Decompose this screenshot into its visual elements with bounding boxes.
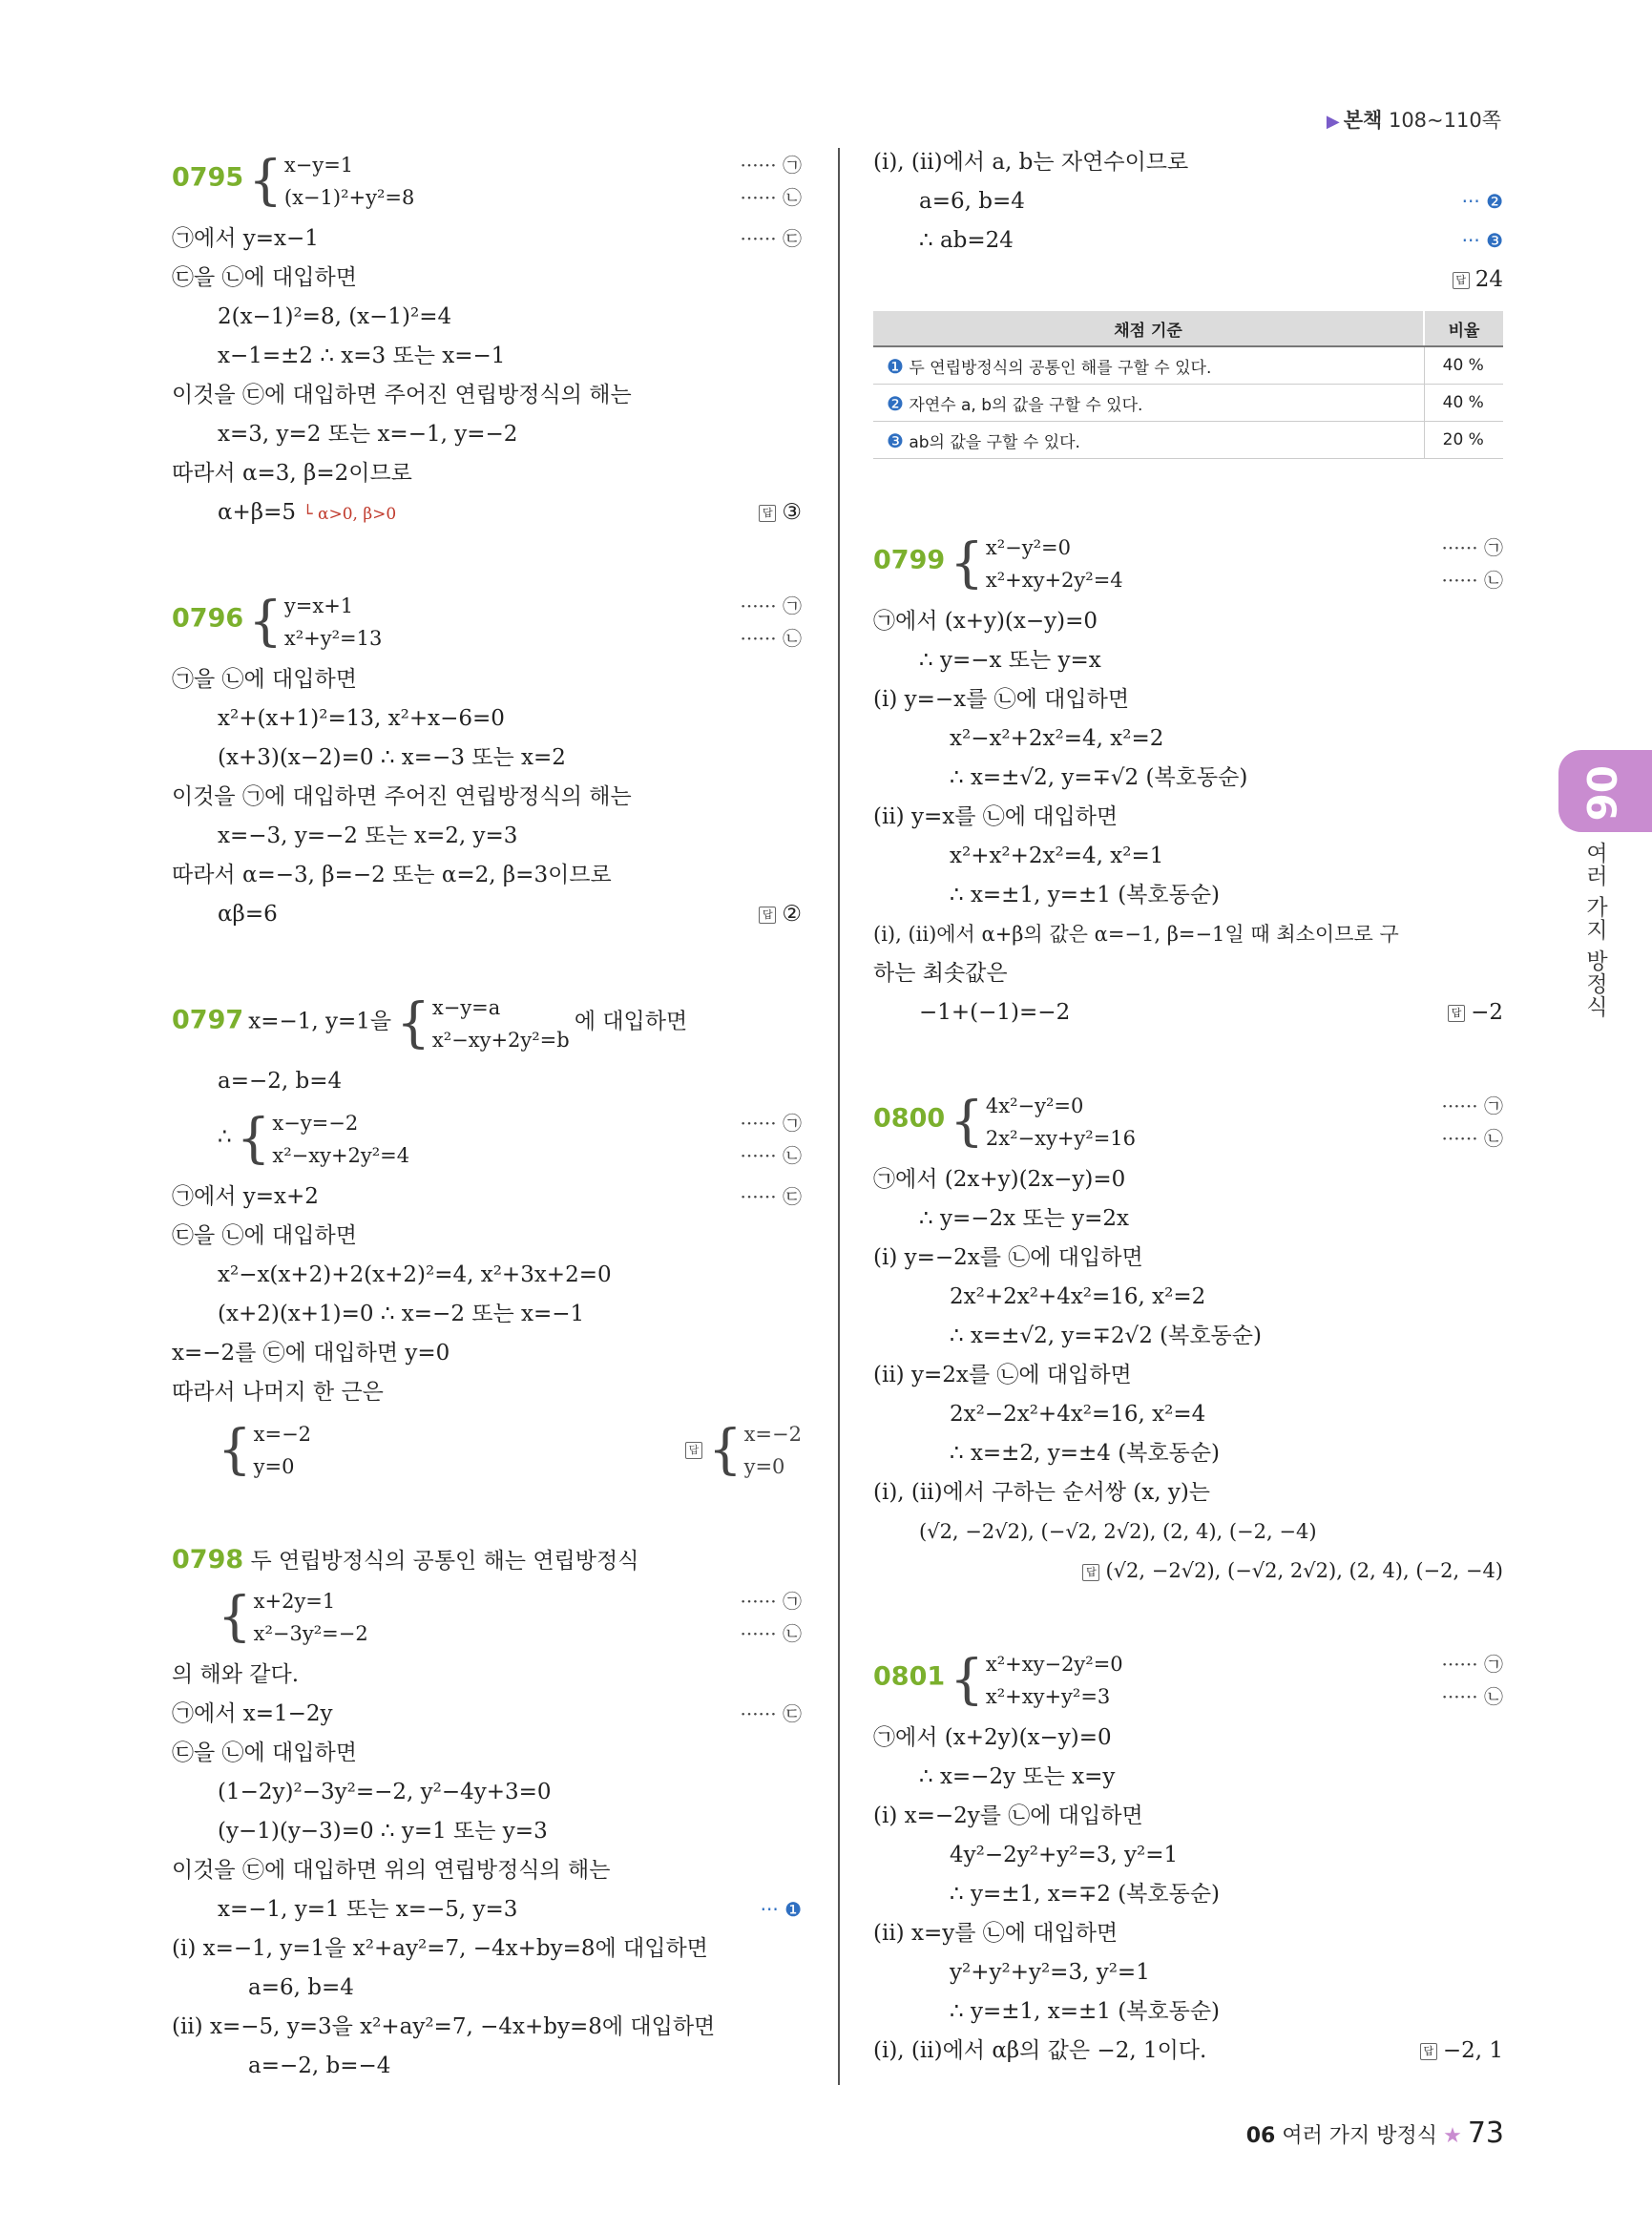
solution-line: (ⅰ), (ⅱ)에서 구하는 순서쌍 (x, y)는	[873, 1480, 1211, 1505]
criteria-text: 자연수 a, b의 값을 구할 수 있다.	[909, 395, 1143, 415]
equation-mark: ······ ㉠	[740, 594, 802, 617]
solution-line: 이것을 ㉢에 대입하면 주어진 연립방정식의 해는	[172, 383, 632, 407]
table-row	[873, 385, 1503, 422]
equation-system: { x=−2 y=0	[218, 1419, 312, 1481]
equation-mark: ······ ㉠	[740, 154, 802, 177]
solution-line: (ⅰ), (ⅱ)에서 αβ의 값은 −2, 1이다.	[873, 2038, 1207, 2063]
equation: x=−2	[253, 1423, 312, 1446]
answer-icon: 답	[1420, 2043, 1437, 2060]
equation: x−y=−2	[272, 1112, 359, 1135]
problem-number: 0795	[172, 162, 244, 193]
ratio-value: 20 %	[1424, 422, 1503, 459]
solution-line: 따라서 나머지 한 근은	[172, 1380, 384, 1405]
solution-line: α+β=5	[218, 500, 297, 525]
solution-line: (√2, −2√2), (−√2, 2√2), (2, 4), (−2, −4)	[919, 1520, 1317, 1543]
solution-line: ㉠에서 (x+y)(x−y)=0	[873, 609, 1098, 634]
criteria-text: 두 연립방정식의 공통인 해를 구할 수 있다.	[909, 358, 1212, 378]
answer-icon: 답	[759, 907, 776, 924]
equation-mark: ······ ㉡	[740, 1144, 802, 1167]
equation-mark: ······ ㉡	[1441, 569, 1503, 592]
solution-line: 따라서 α=3, β=2이므로	[172, 461, 412, 486]
equation: x²−xy+2y²=4	[272, 1144, 410, 1167]
solution-line: (ⅱ) x=−5, y=3을 x²+ay²=7, −4x+by=8에 대입하면	[172, 2014, 716, 2039]
solution-line: ∴ x=±√2, y=∓√2 (복호동순)	[950, 765, 1248, 790]
problem-number: 0800	[873, 1103, 946, 1134]
table-row	[873, 422, 1503, 459]
answer-icon: 답	[759, 505, 776, 522]
equation-system: { x²−y²=0 x²+xy+2y²=4	[950, 532, 1123, 594]
equation-mark: ······ ㉠	[740, 1112, 802, 1135]
remaining-root: { x=−2 y=0 답 { x=−2 y=0	[218, 1419, 802, 1481]
equation-mark: ······ ㉡	[1441, 1685, 1503, 1708]
equation: 4x²−y²=0	[985, 1095, 1084, 1117]
solution-line: ㉠에서 (2x+y)(2x−y)=0	[873, 1167, 1126, 1192]
solution-line: ㉠에서 (x+2y)(x−y)=0	[873, 1725, 1112, 1750]
solution-line: ㉠에서 x=1−2y	[172, 1701, 333, 1726]
solution-line: (ⅰ) x=−2y를 ㉡에 대입하면	[873, 1804, 1143, 1828]
answer: ③	[782, 500, 802, 525]
equation: x²−xy+2y²=b	[431, 1029, 570, 1052]
equation-mark: ······ ㉢	[740, 1702, 802, 1725]
solution-line: ∴ x=±2, y=±4 (복호동순)	[950, 1441, 1221, 1466]
answer-icon: 답	[685, 1442, 702, 1459]
equation: (x−1)²+y²=8	[283, 186, 415, 209]
solution-line: ∴ x=−2y 또는 x=y	[919, 1764, 1116, 1789]
ref-pages: 108~110쪽	[1388, 109, 1501, 132]
solution-line: 두 연립방정식의 공통인 해는 연립방정식	[250, 1549, 639, 1574]
solution-line: a=−2, b=4	[218, 1069, 343, 1094]
solution-line: y²+y²+y²=3, y²=1	[950, 1960, 1150, 1985]
solution-line: 4y²−2y²+y²=3, y²=1	[950, 1843, 1179, 1867]
solution-line: x=−3, y=−2 또는 x=2, y=3	[218, 824, 518, 848]
equation-system: { x²+xy−2y²=0 x²+xy+y²=3	[950, 1649, 1123, 1711]
answer-icon: 답	[1453, 272, 1470, 289]
solution-line: a=6, b=4	[248, 1975, 354, 2000]
equation: 2x²−xy+y²=16	[985, 1127, 1137, 1150]
problem-0800-header	[873, 1090, 1503, 1155]
equation: x−y=1	[283, 154, 354, 177]
equation-system: { x−y=a x²−xy+2y²=b	[396, 992, 570, 1054]
answer: −2, 1	[1442, 2038, 1503, 2063]
page-reference	[1327, 105, 1501, 134]
step-marker: ❶	[887, 354, 904, 378]
condition-note: └ α>0, β>0	[303, 505, 397, 524]
solution-line: ∴ y=±1, x=∓2 (복호동순)	[950, 1882, 1221, 1907]
solution-line: 하는 최솟값은	[873, 961, 1008, 986]
equation-mark: ······ ㉡	[740, 1622, 802, 1645]
equation-system: { y=x+1 x²+y²=13	[248, 591, 383, 653]
solution-line: x−1=±2 ∴ x=3 또는 x=−1	[218, 344, 506, 368]
solution-line: x=3, y=2 또는 x=−1, y=−2	[218, 422, 518, 447]
left-column	[172, 143, 802, 2086]
solution-line: a=6, b=4	[919, 189, 1025, 214]
solution-line: 에 대입하면	[574, 1009, 688, 1034]
criteria-header: 채점 기준	[873, 311, 1424, 346]
solution-line: −1+(−1)=−2	[919, 1000, 1071, 1025]
equation: y=x+1	[283, 594, 354, 617]
problem-number: 0797	[172, 1005, 244, 1035]
equation: x²+xy+y²=3	[985, 1685, 1111, 1708]
equation: x²+xy−2y²=0	[985, 1653, 1123, 1676]
equation-system: { 4x²−y²=0 2x²−xy+y²=16	[950, 1091, 1137, 1153]
equation-mark: ······ ㉠	[740, 1590, 802, 1613]
step-marker: ··· ❶	[760, 1898, 802, 1921]
equation: x−y=a	[431, 996, 501, 1019]
solution-line: (ⅰ), (ⅱ)에서 a, b는 자연수이므로	[873, 150, 1189, 175]
equation-system-block	[172, 1585, 802, 1650]
ratio-value: 40 %	[1424, 385, 1503, 422]
chapter-number: 06	[1578, 765, 1624, 822]
solution-line: αβ=6	[218, 902, 278, 927]
problem-0796-header	[172, 590, 802, 655]
solution-line: ∴ y=−2x 또는 y=2x	[919, 1206, 1130, 1231]
equation-system: { x−y=−2 x²−xy+2y²=4	[236, 1108, 410, 1170]
solution-line: (ⅰ) y=−2x를 ㉡에 대입하면	[873, 1245, 1143, 1270]
solution-line: x²+(x+1)²=13, x²+x−6=0	[218, 706, 505, 731]
solution-line: 2x²+2x²+4x²=16, x²=2	[950, 1284, 1206, 1309]
solution-line: (ⅱ) x=y를 ㉡에 대입하면	[873, 1921, 1119, 1946]
answer: 24	[1474, 267, 1503, 292]
footer-chapter-number: 06	[1245, 2124, 1276, 2148]
equation-mark: ······ ㉡	[740, 186, 802, 209]
equation-system: { x+2y=1 x²−3y²=−2	[218, 1586, 368, 1648]
answer: x=−2	[743, 1423, 802, 1446]
solution-line: x²−x(x+2)+2(x+2)²=4, x²+3x+2=0	[218, 1262, 612, 1287]
solution-line: x²+x²+2x²=4, x²=1	[950, 844, 1164, 868]
solution-line: (ⅰ) x=−1, y=1을 x²+ay²=7, −4x+by=8에 대입하면	[172, 1936, 708, 1961]
solution-line: 따라서 α=−3, β=−2 또는 α=2, β=3이므로	[172, 863, 612, 887]
equation: x+2y=1	[253, 1590, 336, 1613]
solution-line: ㉢을 ㉡에 대입하면	[172, 1223, 357, 1248]
footer-chapter-title: 여러 가지 방정식	[1282, 2124, 1438, 2148]
solution-line: x=−1, y=1 또는 x=−5, y=3	[218, 1897, 518, 1922]
therefore-symbol: ∴	[218, 1124, 232, 1150]
chapter-tab	[1558, 750, 1652, 832]
column-divider	[838, 148, 840, 2085]
answer: −2	[1471, 1000, 1503, 1025]
solution-line: 이것을 ㉢에 대입하면 위의 연립방정식의 해는	[172, 1858, 611, 1883]
solution-line: 2(x−1)²=8, (x−1)²=4	[218, 304, 452, 329]
solution-line: 2x²−2x²+4x²=16, x²=4	[950, 1402, 1206, 1427]
solution-line: (x+2)(x+1)=0 ∴ x=−2 또는 x=−1	[218, 1302, 585, 1326]
solution-line: ∴ x=±√2, y=∓2√2 (복호동순)	[950, 1324, 1262, 1348]
solution-line: 이것을 ㉠에 대입하면 주어진 연립방정식의 해는	[172, 784, 632, 809]
equation-system-block	[172, 1107, 802, 1172]
problem-0797-header	[172, 991, 802, 1056]
ratio-value: 40 %	[1424, 346, 1503, 385]
solution-line: ∴ y=−x 또는 y=x	[919, 648, 1101, 673]
equation: x²−3y²=−2	[253, 1622, 368, 1645]
problem-number: 0799	[873, 545, 946, 575]
answer: (√2, −2√2), (−√2, 2√2), (2, 4), (−2, −4)	[1105, 1559, 1503, 1582]
solution-line: x=−1, y=1을	[248, 1009, 392, 1034]
solution-line: 의 해와 같다.	[172, 1662, 300, 1687]
equation-mark: ······ ㉢	[740, 1185, 802, 1208]
right-column	[873, 143, 1503, 2071]
answer-icon: 답	[1082, 1564, 1099, 1581]
star-icon: ★	[1443, 2124, 1462, 2148]
solution-line: (x+3)(x−2)=0 ∴ x=−3 또는 x=2	[218, 745, 566, 770]
solution-line: ∴ x=±1, y=±1 (복호동순)	[950, 883, 1221, 907]
step-marker: ··· ❷	[1461, 190, 1503, 213]
problem-number: 0796	[172, 603, 244, 634]
chapter-title: 여러 가지 방정식	[1582, 842, 1607, 1018]
solution-line: ㉢을 ㉡에 대입하면	[172, 265, 357, 290]
page-number: 73	[1467, 2116, 1504, 2150]
equation-mark: ······ ㉡	[1441, 1127, 1503, 1150]
solution-line: ∴ ab=24	[919, 228, 1014, 253]
criteria-text: ab의 값을 구할 수 있다.	[909, 432, 1080, 452]
step-marker: ··· ❸	[1461, 229, 1503, 252]
equation: y=0	[253, 1455, 295, 1478]
table-row	[873, 346, 1503, 385]
answer: y=0	[743, 1455, 785, 1478]
solution-line: ㉠을 ㉡에 대입하면	[172, 667, 357, 692]
problem-0801-header	[873, 1648, 1503, 1713]
solution-line: (ⅱ) y=x를 ㉡에 대입하면	[873, 804, 1119, 829]
solution-line: ㉠에서 y=x−1	[172, 226, 319, 251]
problem-number: 0801	[873, 1661, 946, 1692]
equation-mark: ······ ㉠	[1441, 1653, 1503, 1676]
solution-line: ㉠에서 y=x+2	[172, 1184, 319, 1209]
solution-line: x²−x²+2x²=4, x²=2	[950, 726, 1164, 751]
solution-line: a=−2, b=−4	[248, 2054, 391, 2078]
solution-line: (ⅰ) y=−x를 ㉡에 대입하면	[873, 687, 1130, 712]
ref-label: 본책	[1343, 109, 1383, 132]
equation-mark: ······ ㉠	[1441, 1095, 1503, 1117]
solution-line: (ⅰ), (ⅱ)에서 α+β의 값은 α=−1, β=−1일 때 최소이므로 구	[873, 923, 1399, 946]
equation-mark: ······ ㉡	[740, 627, 802, 650]
equation-mark: ······ ㉠	[1441, 536, 1503, 559]
equation: x²−y²=0	[985, 536, 1071, 559]
equation: x²+y²=13	[283, 627, 383, 650]
grading-criteria-table	[873, 311, 1503, 459]
equation-mark: ······ ㉢	[740, 227, 802, 250]
solution-line: ㉢을 ㉡에 대입하면	[172, 1741, 357, 1765]
solution-line: ∴ y=±1, x=±1 (복호동순)	[950, 1999, 1221, 2024]
problem-number: 0798	[172, 1545, 244, 1574]
solution-line: (ⅱ) y=2x를 ㉡에 대입하면	[873, 1363, 1132, 1387]
problem-0799-header	[873, 532, 1503, 596]
solution-line: (1−2y)²−3y²=−2, y²−4y+3=0	[218, 1780, 552, 1804]
equation: x²+xy+2y²=4	[985, 569, 1123, 592]
answer-icon: 답	[1448, 1005, 1465, 1022]
step-marker: ❷	[887, 391, 904, 415]
answer: ②	[782, 902, 802, 927]
equation-system: { x−y=1 (x−1)²+y²=8	[248, 150, 415, 212]
problem-0795-header	[172, 149, 802, 214]
ratio-header: 비율	[1424, 311, 1503, 346]
step-marker: ❸	[887, 428, 904, 452]
solution-line: x=−2를 ㉢에 대입하면 y=0	[172, 1341, 450, 1366]
arrow-icon: ▶	[1326, 112, 1340, 132]
solution-line: (y−1)(y−3)=0 ∴ y=1 또는 y=3	[218, 1819, 548, 1844]
page-footer	[1246, 2116, 1504, 2150]
